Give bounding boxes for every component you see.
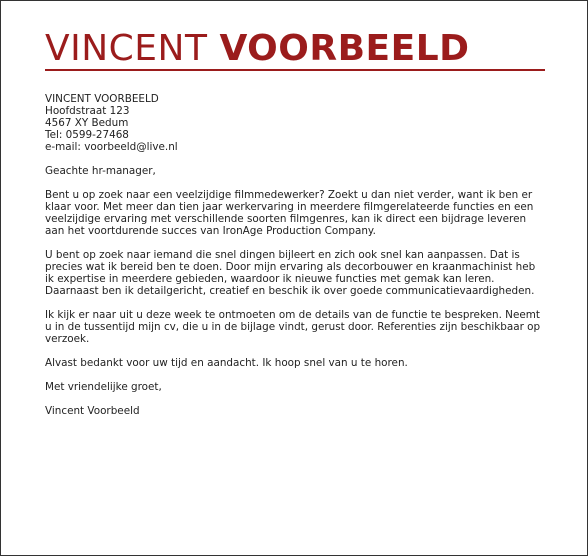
last-name: VOORBEELD	[219, 28, 470, 69]
sender-name-heading	[45, 28, 545, 70]
address-phone: Tel: 0599-27468	[45, 129, 129, 141]
first-name: VINCENT	[45, 28, 208, 69]
address-name: VINCENT VOORBEELD	[45, 93, 159, 105]
address-street: Hoofdstraat 123	[45, 105, 130, 117]
header-divider	[45, 69, 545, 71]
salutation: Geachte hr-manager,	[45, 165, 156, 177]
letter-header	[45, 28, 545, 70]
paragraph-3: Ik kijk er naar uit u deze week te ontmoeten om de details van de functie te bespreken. Neemt u in de tussentijd mijn cv, die u in de bijlage vindt, gerust door. Referenties zijn beschikbaar op verzoek.	[45, 309, 541, 345]
closing: Met vriendelijke groet,	[45, 381, 162, 393]
paragraph-1: Bent u op zoek naar een veelzijdige filmmedewerker? Zoekt u dan niet verder, want ik ben er klaar voor. Met meer dan tien jaar werkervaring in meerdere filmgerelateerde functies en een veelzijdige ervaring met verschillende soorten filmgenres, kan ik direct een bijdrage leveren aan het voortdurende succes van IronAge Production Company.	[45, 189, 534, 237]
paragraph-2: U bent op zoek naar iemand die snel dingen bijleert en zich ook snel kan aanpassen. Dat is precies wat ik bereid ben te doen. Door mijn ervaring als decorbouwer en kraanmachinist heb ik expertise in meerdere gebieden, waardoor ik nieuwe functies met gemak kan leren. Daarnaast ben ik detailgericht, creatief en beschik ik over goede communicatievaardigheden.	[45, 249, 536, 297]
letter-body	[45, 81, 545, 429]
signature: Vincent Voorbeeld	[45, 405, 140, 417]
paragraph-4: Alvast bedankt voor uw tijd en aandacht. Ik hoop snel van u te horen.	[45, 357, 408, 369]
address-email: e-mail: voorbeeld@live.nl	[45, 141, 178, 153]
address-city: 4567 XY Bedum	[45, 117, 129, 129]
